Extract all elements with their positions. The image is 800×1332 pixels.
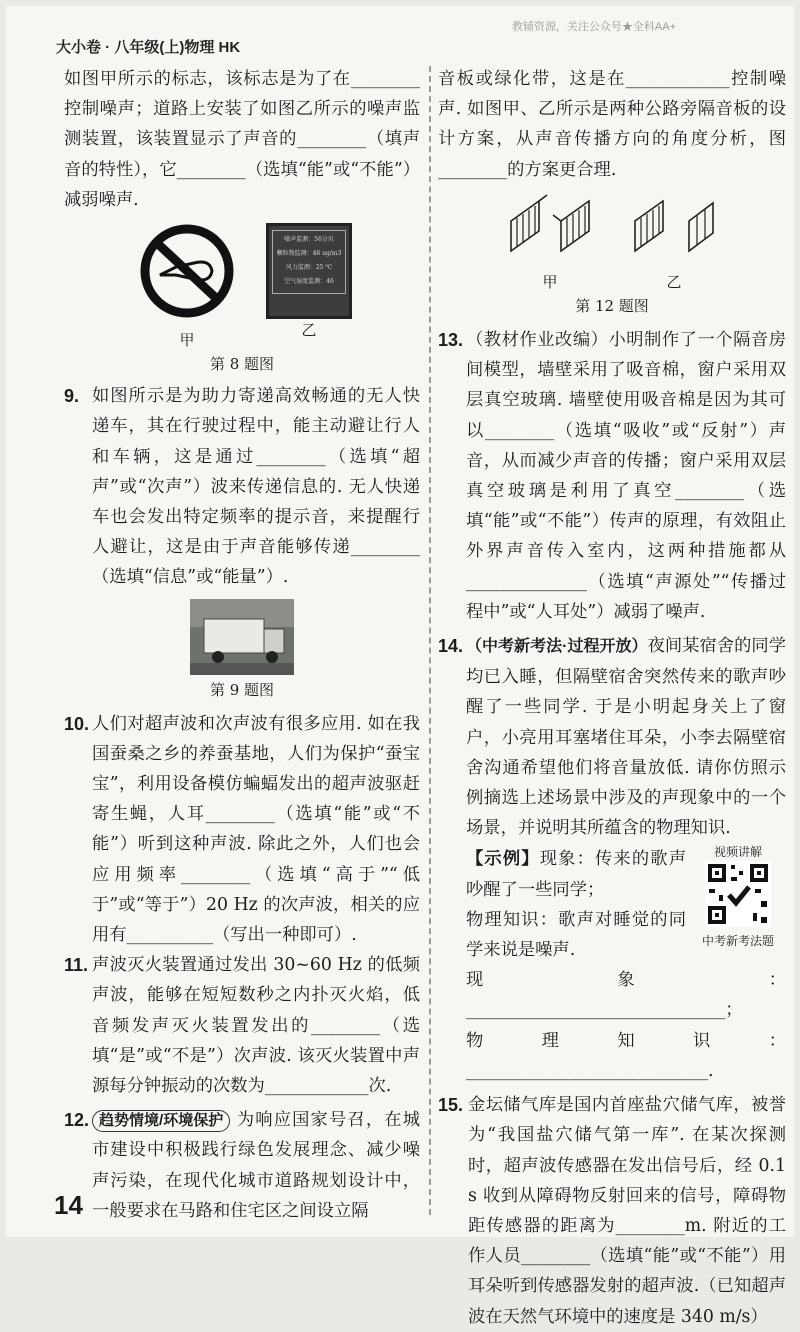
question-15	[438, 1090, 786, 1332]
question-14	[438, 631, 786, 1086]
q14-example	[466, 843, 786, 965]
example-label: 【示例】	[466, 848, 540, 869]
fig12	[438, 191, 786, 293]
fig8	[64, 223, 420, 351]
barrier-design-b-icon	[629, 191, 719, 261]
fig9	[64, 599, 420, 675]
example-phenomenon: 现象：传来的歌声吵醒了一些同学；	[466, 849, 686, 900]
qr-code-icon[interactable]	[705, 861, 771, 927]
q12-tag-1: 趋势情境	[99, 1112, 160, 1130]
question-13	[438, 325, 786, 627]
no-horn-sign-icon	[132, 223, 242, 319]
qr-block	[690, 843, 786, 950]
q9-number: 9.	[64, 386, 80, 407]
q14-text: 夜间某宿舍的同学均已入睡，但隔壁宿舍突然传来的歌声吵醒了一些同学. 于是小明起身关上了窗户，小亮用耳塞堵住耳朵，小李去隔壁宿舍沟通希望他们将音量放低. 请你仿照示例摘选上述场景中涉及的声现象中的一个场景，并说明其所蕴含的物理知识.	[466, 636, 786, 839]
question-10	[64, 709, 420, 951]
qr-bottom-label: 中考新考法题	[701, 934, 774, 949]
qr-top-label: 视频讲解	[713, 845, 762, 860]
page	[6, 6, 794, 1327]
answer-knowledge: 物理知识：____________________________.	[466, 1030, 786, 1081]
q12-tag: 趋势情境/环境保护	[92, 1110, 230, 1132]
answer-phenomenon: 现象：______________________________；	[466, 970, 786, 1021]
barrier-design-a-icon	[505, 191, 595, 261]
question-11	[64, 950, 420, 1101]
q11-number: 11.	[64, 955, 89, 976]
right-column	[438, 64, 786, 1332]
q13-text: （教材作业改编）小明制作了一个隔音房间模型，墙壁采用了吸音棉，窗户采用双层真空玻璃. 墙壁使用吸音棉是因为其可以________（选填“吸收”或“反射”）声音，从而减少声音的传播；窗户采用双层真空玻璃是利用了真空________（选填“能”或“不能”）传声的原理，有效阻止外界声音传入室内，这两种措施都从______________（选填“声源处”“传播过程中”或“人耳处”）减弱了噪声.	[466, 330, 786, 622]
q12-number: 12.	[64, 1110, 90, 1131]
q14-tag: （中考新考法·过程开放）	[466, 638, 648, 656]
q15-text: 金坛储气库是国内首座盐穴储气库，被誉为“我国盐穴储气第一库”. 在某次探测时，超声波传感器在发出信号后，经 0.1 s 收到从障碍物反射回来的信号，障碍物距传感器的距离为________m. 附近的工作人员________（选填“能”或“不能”）用耳朵听到传感器发射的超声波.（已知超声波在天然气环境中的速度是 340 m/s）	[468, 1095, 786, 1327]
page-number: 14	[54, 1190, 83, 1220]
watermark: 教辅资源，关注公众号★全科AA+	[511, 21, 676, 33]
fig9-caption: 第 9 题图	[209, 680, 275, 699]
left-column	[64, 64, 420, 1226]
delivery-vehicle-photo-icon	[190, 599, 294, 675]
q13-number: 13.	[438, 330, 464, 351]
q11-text: 声波灭火装置通过发出 30~60 Hz 的低频声波，能够在短短数秒之内扑灭火焰，低音频发声灭火装置发出的________（选填“是”或“不是”）次声波. 该灭火装置中声源每分钟振动的次数为____________次.	[92, 955, 420, 1097]
fig12-label-b: 乙	[666, 273, 682, 292]
noise-monitor-sign	[266, 223, 352, 319]
q12-continued: 音板或绿化带，这是在____________控制噪声. 如图甲、乙所示是两种公路旁隔音板的设计方案，从声音传播方向的角度分析，图________的方案更合理.	[438, 69, 786, 180]
monitor-line: 风力监测：25 ℃	[285, 264, 333, 272]
q12-text: 为响应国家号召，在城市建设中积极践行绿色发展理念、减少噪声污染，在现代化城市道路规划设计中，一般要求在马路和住宅区之间设立隔	[92, 1110, 420, 1221]
monitor-line: 空气湿度监测：46	[284, 278, 334, 286]
fig12-caption: 第 12 题图	[575, 297, 649, 316]
fig12-label-a: 甲	[542, 273, 558, 292]
q10-number: 10.	[64, 713, 90, 734]
q12-tag-2: 环境保护	[163, 1112, 224, 1130]
q14-number: 14.	[438, 636, 464, 657]
q15-number: 15.	[438, 1095, 464, 1116]
question-12	[64, 1105, 420, 1226]
column-divider	[429, 66, 431, 1215]
fig8-label-a: 甲	[179, 331, 195, 350]
monitor-line: 颗粒物监测：46 ug/m3	[276, 250, 342, 258]
q9-text: 如图所示是为助力寄递高效畅通的无人快递车，其在行驶过程中，能主动避让行人和车辆，这是通过________（选填“超声”或“次声”）波来传递信息的. 无人快递车也会发出特定频率的提示音，来提醒行人避让，这是由于声音能够传递________（选填“信息”或“能量”）.	[92, 386, 420, 588]
monitor-line: 噪声监测：56分贝	[284, 236, 334, 244]
page-header: 大小卷 · 八年级(上)物理 HK	[56, 39, 241, 56]
fig8-label-b: 乙	[301, 321, 317, 340]
example-knowledge: 物理知识：歌声对睡觉的同学来说是噪声.	[466, 909, 686, 961]
question-9	[64, 381, 420, 592]
q10-text: 人们对超声波和次声波有很多应用. 如在我国蚕桑之乡的养蚕基地，人们为保护“蚕宝宝”，利用设备模仿蝙蝠发出的超声波驱赶寄生蝇，人耳________（选填“能”或“不能”）听到这种声波. 除此之外，人们也会应用频率________（选填“高于”“低于”或“等于”）20 Hz 的次声波，相关的应用有__________（写出一种即可）.	[92, 713, 420, 946]
q8-text: 如图甲所示的标志，该标志是为了在________控制噪声；道路上安装了如图乙所示的噪声监测装置，该装置显示了声音的________（填声音的特性），它________（选填“能”或“不能”）减弱噪声.	[64, 69, 420, 210]
fig8-caption: 第 8 题图	[209, 355, 275, 374]
